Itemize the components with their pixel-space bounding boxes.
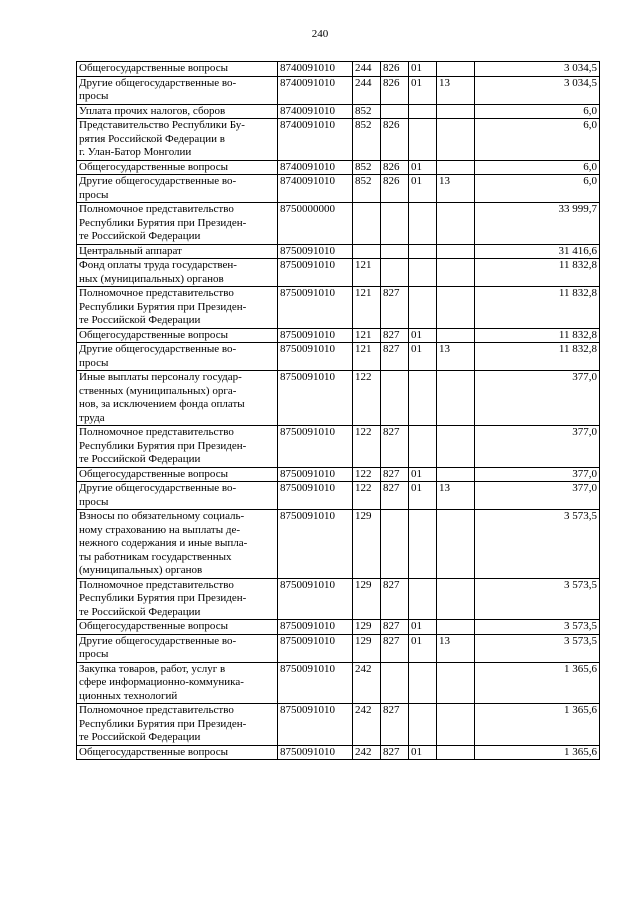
expense-type-cell: 244 [353, 62, 381, 77]
administrator-code-cell [381, 662, 409, 704]
expense-name-cell: Другие общегосударственные во- просы [77, 482, 278, 510]
section-cell: 01 [409, 76, 437, 104]
expense-type-cell: 121 [353, 343, 381, 371]
amount-cell: 377,0 [475, 371, 600, 426]
table-row [77, 371, 600, 426]
amount-cell: 377,0 [475, 467, 600, 482]
administrator-code-cell: 827 [381, 704, 409, 746]
budget-table [76, 61, 600, 760]
amount-cell: 3 573,5 [475, 620, 600, 635]
administrator-code-cell: 826 [381, 175, 409, 203]
section-cell: 01 [409, 620, 437, 635]
amount-cell: 11 832,8 [475, 328, 600, 343]
expense-name-cell: Другие общегосударственные во- просы [77, 343, 278, 371]
target-code-cell: 8750091010 [278, 662, 353, 704]
expense-type-cell: 129 [353, 510, 381, 579]
amount-cell: 3 034,5 [475, 76, 600, 104]
administrator-code-cell: 827 [381, 343, 409, 371]
section-cell [409, 510, 437, 579]
administrator-code-cell: 827 [381, 328, 409, 343]
administrator-code-cell [381, 371, 409, 426]
subsection-cell: 13 [437, 634, 475, 662]
administrator-code-cell: 827 [381, 482, 409, 510]
table-row [77, 62, 600, 77]
expense-type-cell: 242 [353, 704, 381, 746]
administrator-code-cell: 827 [381, 287, 409, 329]
expense-type-cell: 852 [353, 104, 381, 119]
expense-name-cell: Общегосударственные вопросы [77, 745, 278, 760]
amount-cell: 3 034,5 [475, 62, 600, 77]
expense-name-cell: Взносы по обязательному социаль- ному страхованию на выплаты де- нежного содержания и иные выпла- ты работникам государственных (муниципальных) органов [77, 510, 278, 579]
section-cell [409, 704, 437, 746]
amount-cell: 6,0 [475, 104, 600, 119]
subsection-cell [437, 662, 475, 704]
expense-name-cell: Общегосударственные вопросы [77, 328, 278, 343]
table-row [77, 203, 600, 245]
amount-cell: 1 365,6 [475, 704, 600, 746]
table-row [77, 704, 600, 746]
section-cell [409, 259, 437, 287]
administrator-code-cell: 827 [381, 620, 409, 635]
table-row [77, 76, 600, 104]
expense-name-cell: Полномочное представительство Республики Бурятия при Президен- те Российской Федерации [77, 426, 278, 468]
administrator-code-cell [381, 203, 409, 245]
target-code-cell: 8750091010 [278, 620, 353, 635]
table-row [77, 328, 600, 343]
table-row [77, 119, 600, 161]
table-row [77, 426, 600, 468]
administrator-code-cell: 827 [381, 467, 409, 482]
section-cell [409, 203, 437, 245]
section-cell: 01 [409, 62, 437, 77]
section-cell [409, 426, 437, 468]
table-row [77, 244, 600, 259]
amount-cell: 11 832,8 [475, 259, 600, 287]
section-cell [409, 104, 437, 119]
subsection-cell [437, 328, 475, 343]
subsection-cell [437, 467, 475, 482]
expense-type-cell: 852 [353, 175, 381, 203]
target-code-cell: 8750091010 [278, 328, 353, 343]
expense-type-cell: 122 [353, 426, 381, 468]
amount-cell: 11 832,8 [475, 287, 600, 329]
amount-cell: 3 573,5 [475, 510, 600, 579]
expense-name-cell: Закупка товаров, работ, услуг в сфере информационно-коммуника- ционных технологий [77, 662, 278, 704]
section-cell: 01 [409, 328, 437, 343]
expense-name-cell: Другие общегосударственные во- просы [77, 175, 278, 203]
amount-cell: 1 365,6 [475, 745, 600, 760]
section-cell [409, 244, 437, 259]
expense-name-cell: Другие общегосударственные во- просы [77, 634, 278, 662]
section-cell [409, 371, 437, 426]
target-code-cell: 8740091010 [278, 160, 353, 175]
administrator-code-cell: 826 [381, 76, 409, 104]
table-row [77, 467, 600, 482]
target-code-cell: 8750091010 [278, 510, 353, 579]
section-cell: 01 [409, 175, 437, 203]
amount-cell: 31 416,6 [475, 244, 600, 259]
expense-name-cell: Общегосударственные вопросы [77, 160, 278, 175]
expense-type-cell: 242 [353, 745, 381, 760]
table-row [77, 343, 600, 371]
expense-type-cell: 121 [353, 287, 381, 329]
target-code-cell: 8750091010 [278, 578, 353, 620]
expense-name-cell: Полномочное представительство Республики Бурятия при Президен- те Российской Федерации [77, 287, 278, 329]
administrator-code-cell [381, 104, 409, 119]
subsection-cell [437, 510, 475, 579]
amount-cell: 33 999,7 [475, 203, 600, 245]
expense-type-cell: 852 [353, 119, 381, 161]
table-row [77, 578, 600, 620]
section-cell: 01 [409, 467, 437, 482]
target-code-cell: 8750091010 [278, 745, 353, 760]
expense-type-cell [353, 244, 381, 259]
section-cell [409, 287, 437, 329]
section-cell: 01 [409, 634, 437, 662]
subsection-cell: 13 [437, 76, 475, 104]
subsection-cell [437, 745, 475, 760]
target-code-cell: 8750091010 [278, 426, 353, 468]
subsection-cell [437, 244, 475, 259]
table-row [77, 259, 600, 287]
expense-name-cell: Представительство Республики Бу- рятия Российской Федерации в г. Улан-Батор Монголии [77, 119, 278, 161]
target-code-cell: 8740091010 [278, 175, 353, 203]
subsection-cell [437, 287, 475, 329]
expense-name-cell: Фонд оплаты труда государствен- ных (муниципальных) органов [77, 259, 278, 287]
amount-cell: 1 365,6 [475, 662, 600, 704]
administrator-code-cell [381, 510, 409, 579]
target-code-cell: 8740091010 [278, 104, 353, 119]
expense-name-cell: Общегосударственные вопросы [77, 467, 278, 482]
subsection-cell [437, 104, 475, 119]
target-code-cell: 8750000000 [278, 203, 353, 245]
target-code-cell: 8750091010 [278, 704, 353, 746]
amount-cell: 6,0 [475, 175, 600, 203]
subsection-cell [437, 371, 475, 426]
administrator-code-cell: 826 [381, 62, 409, 77]
table-row [77, 510, 600, 579]
expense-type-cell: 129 [353, 578, 381, 620]
subsection-cell [437, 259, 475, 287]
target-code-cell: 8740091010 [278, 62, 353, 77]
target-code-cell: 8750091010 [278, 244, 353, 259]
expense-type-cell: 122 [353, 467, 381, 482]
subsection-cell [437, 62, 475, 77]
section-cell: 01 [409, 482, 437, 510]
table-row [77, 287, 600, 329]
expense-name-cell: Полномочное представительство Республики Бурятия при Президен- те Российской Федерации [77, 203, 278, 245]
administrator-code-cell: 827 [381, 634, 409, 662]
administrator-code-cell [381, 244, 409, 259]
target-code-cell: 8750091010 [278, 259, 353, 287]
amount-cell: 377,0 [475, 482, 600, 510]
administrator-code-cell [381, 259, 409, 287]
expense-type-cell: 121 [353, 328, 381, 343]
subsection-cell: 13 [437, 343, 475, 371]
expense-type-cell: 244 [353, 76, 381, 104]
subsection-cell [437, 620, 475, 635]
expense-type-cell: 852 [353, 160, 381, 175]
subsection-cell [437, 426, 475, 468]
administrator-code-cell: 827 [381, 745, 409, 760]
target-code-cell: 8740091010 [278, 119, 353, 161]
subsection-cell: 13 [437, 482, 475, 510]
expense-name-cell: Центральный аппарат [77, 244, 278, 259]
target-code-cell: 8740091010 [278, 76, 353, 104]
subsection-cell: 13 [437, 175, 475, 203]
target-code-cell: 8750091010 [278, 467, 353, 482]
expense-type-cell: 122 [353, 482, 381, 510]
expense-type-cell: 129 [353, 634, 381, 662]
amount-cell: 6,0 [475, 160, 600, 175]
section-cell: 01 [409, 745, 437, 760]
subsection-cell [437, 160, 475, 175]
expense-name-cell: Другие общегосударственные во- просы [77, 76, 278, 104]
table-row [77, 662, 600, 704]
table-row [77, 482, 600, 510]
table-row [77, 745, 600, 760]
amount-cell: 3 573,5 [475, 578, 600, 620]
table-body [77, 62, 600, 760]
target-code-cell: 8750091010 [278, 482, 353, 510]
section-cell: 01 [409, 343, 437, 371]
amount-cell: 11 832,8 [475, 343, 600, 371]
expense-name-cell: Полномочное представительство Республики Бурятия при Президен- те Российской Федерации [77, 704, 278, 746]
expense-type-cell [353, 203, 381, 245]
target-code-cell: 8750091010 [278, 287, 353, 329]
administrator-code-cell: 826 [381, 160, 409, 175]
expense-type-cell: 121 [353, 259, 381, 287]
expense-name-cell: Полномочное представительство Республики Бурятия при Президен- те Российской Федерации [77, 578, 278, 620]
table-row [77, 634, 600, 662]
subsection-cell [437, 203, 475, 245]
expense-name-cell: Общегосударственные вопросы [77, 620, 278, 635]
administrator-code-cell: 827 [381, 426, 409, 468]
table-row [77, 175, 600, 203]
section-cell [409, 578, 437, 620]
amount-cell: 377,0 [475, 426, 600, 468]
section-cell [409, 662, 437, 704]
target-code-cell: 8750091010 [278, 371, 353, 426]
expense-name-cell: Уплата прочих налогов, сборов [77, 104, 278, 119]
section-cell: 01 [409, 160, 437, 175]
subsection-cell [437, 119, 475, 161]
page-number: 240 [311, 28, 329, 40]
expense-type-cell: 122 [353, 371, 381, 426]
table-row [77, 160, 600, 175]
administrator-code-cell: 827 [381, 578, 409, 620]
expense-name-cell: Иные выплаты персоналу государ- ственных (муниципальных) орга- нов, за исключением фонда оплаты труда [77, 371, 278, 426]
section-cell [409, 119, 437, 161]
table-row [77, 104, 600, 119]
target-code-cell: 8750091010 [278, 343, 353, 371]
subsection-cell [437, 578, 475, 620]
amount-cell: 3 573,5 [475, 634, 600, 662]
table-row [77, 620, 600, 635]
subsection-cell [437, 704, 475, 746]
expense-type-cell: 242 [353, 662, 381, 704]
amount-cell: 6,0 [475, 119, 600, 161]
expense-name-cell: Общегосударственные вопросы [77, 62, 278, 77]
expense-type-cell: 129 [353, 620, 381, 635]
target-code-cell: 8750091010 [278, 634, 353, 662]
administrator-code-cell: 826 [381, 119, 409, 161]
